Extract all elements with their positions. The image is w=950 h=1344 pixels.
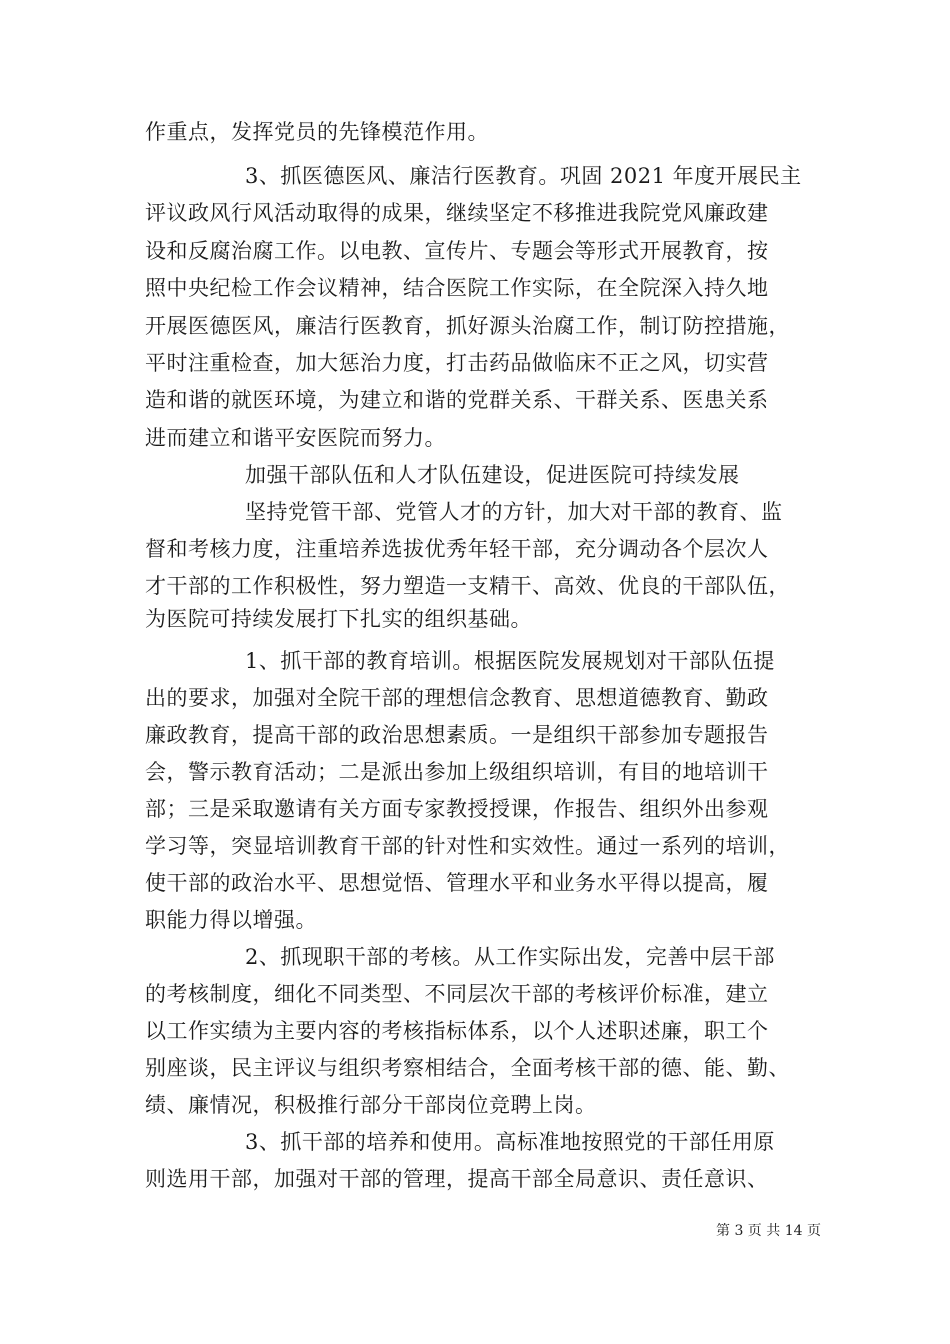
text-line: 1、抓干部的教育培训。根据医院发展规划对干部队伍提 [245,649,775,673]
text-line: 使干部的政治水平、思想觉悟、管理水平和业务水平得以提高，履 [145,871,769,895]
text-line: 以工作实绩为主要内容的考核指标体系，以个人述职述廉，职工个 [145,1019,769,1043]
text-line: 评议政风行风活动取得的成果，继续坚定不移推进我院党风廉政建 [145,201,769,225]
text-line: 2、抓现职干部的考核。从工作实际出发，完善中层干部 [245,945,775,969]
text-line: 学习等，突显培训教育干部的针对性和实效性。通过一系列的培训， [145,834,790,858]
text-line: 廉政教育，提高干部的政治思想素质。一是组织干部参加专题报告 [145,723,769,747]
text-line: 绩、廉情况，积极推行部分干部岗位竞聘上岗。 [145,1093,597,1117]
text-line: 3、抓干部的培养和使用。高标准地按照党的干部任用原 [245,1130,775,1154]
text-line: 设和反腐治腐工作。以电教、宣传片、专题会等形式开展教育，按 [145,239,769,263]
text-line: 出的要求，加强对全院干部的理想信念教育、思想道德教育、勤政 [145,686,769,710]
text-line: 才干部的工作积极性，努力塑造一支精干、高效、优良的干部队伍， [145,574,790,598]
text-line: 则选用干部，加强对干部的管理，提高干部全局意识、责任意识、 [145,1167,769,1191]
text-line: 的考核制度，细化不同类型、不同层次干部的考核评价标准，建立 [145,982,769,1006]
section-heading: 加强干部队伍和人才队伍建设，促进医院可持续发展 [245,463,740,487]
text-line: 职能力得以增强。 [145,908,317,932]
text-line: 坚持党管干部、党管人才的方针，加大对干部的教育、监 [245,500,783,524]
text-line: 督和考核力度，注重培养选拔优秀年轻干部，充分调动各个层次人 [145,537,769,561]
text-line: 作重点，发挥党员的先锋模范作用。 [145,120,489,144]
page-number-footer: 第 3 页 共 14 页 [716,1223,821,1239]
text-line: 进而建立和谐平安医院而努力。 [145,426,446,450]
text-line: 造和谐的就医环境，为建立和谐的党群关系、干群关系、医患关系 [145,388,769,412]
text-line: 为医院可持续发展打下扎实的组织基础。 [145,607,532,631]
text-line: 平时注重检查，加大惩治力度，打击药品做临床不正之风，切实营 [145,351,769,375]
text-line: 部；三是采取邀请有关方面专家教授授课，作报告、组织外出参观 [145,797,769,821]
text-line: 3、抓医德医风、廉洁行医教育。巩固 2021 年度开展民主 [245,164,802,188]
text-line: 会，警示教育活动；二是派出参加上级组织培训，有目的地培训干 [145,760,769,784]
text-line: 照中央纪检工作会议精神，结合医院工作实际，在全院深入持久地 [145,276,769,300]
text-line: 开展医德医风，廉洁行医教育，抓好源头治腐工作，制订防控措施， [145,314,790,338]
text-line: 别座谈，民主评议与组织考察相结合，全面考核干部的德、能、勤、 [145,1056,790,1080]
